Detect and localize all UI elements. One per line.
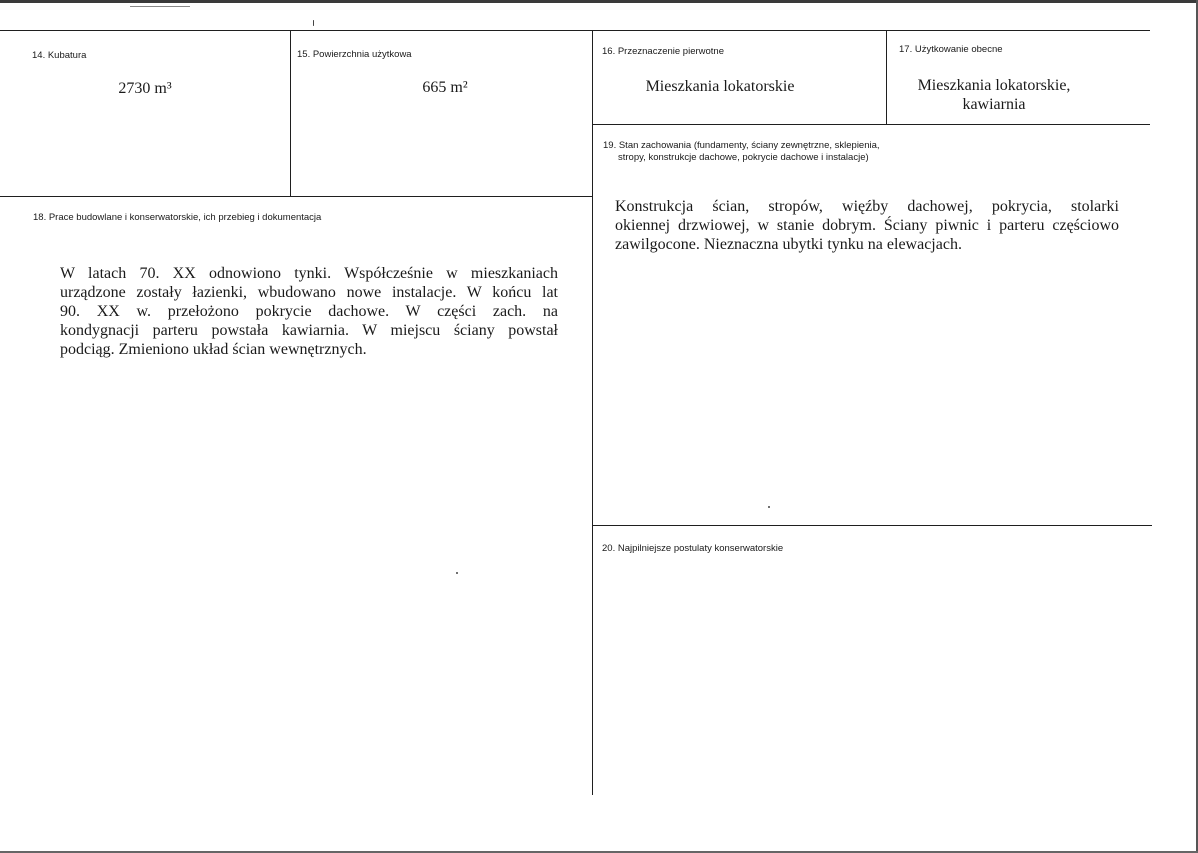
scan-speck xyxy=(456,572,458,574)
field-19-value-line: okiennej drzwiowej, w stanie dobrym. Ściany piwnic i parteru częściowo xyxy=(615,217,1119,234)
field-18-label: 18. Prace budowlane i konserwatorskie, ich przebieg i dokumentacja xyxy=(33,212,322,223)
field-17-label: 17. Użytkowanie obecne xyxy=(899,44,1003,55)
scan-speck xyxy=(313,20,314,26)
field-18-value-line: 90. XX w. przełożono pokrycie dachowe. W części zach. na xyxy=(60,303,558,320)
field-17-value-line2: kawiarnia xyxy=(962,96,1026,113)
field-17-value-line1: Mieszkania lokatorskie, xyxy=(917,77,1071,94)
grid-line-h-right xyxy=(592,124,1150,125)
field-14-label: 14. Kubatura xyxy=(32,50,87,61)
field-14-value: 2730 m³ xyxy=(118,80,172,97)
field-19-label-line2: stropy, konstrukcje dachowe, pokrycie dachowe i instalacje) xyxy=(618,152,869,163)
grid-line-v2 xyxy=(592,30,593,795)
field-19-value-line: Konstrukcja ścian, stropów, więźby dachowej, pokrycia, stolarki xyxy=(615,198,1119,215)
scan-edge-top xyxy=(0,0,1198,3)
field-18-value-line: kondygnacji parteru powstała kawiarnia. W miejscu ściany powstał xyxy=(60,322,558,339)
field-19-value-line: zawilgocone. Nieznaczna ubytki tynku na elewacjach. xyxy=(615,236,962,253)
field-18-value-line: urządzone zostały łazienki, wbudowano nowe instalacje. W końcu lat xyxy=(60,284,558,301)
grid-line-top xyxy=(0,30,1150,31)
field-15-label: 15. Powierzchnia użytkowa xyxy=(297,49,412,60)
scan-mark xyxy=(130,6,190,7)
grid-line-h-left xyxy=(0,196,592,197)
field-20-label: 20. Najpilniejsze postulaty konserwatorskie xyxy=(602,543,784,554)
field-16-value: Mieszkania lokatorskie xyxy=(645,78,795,95)
scan-speck xyxy=(768,506,770,508)
field-19-label-line1: 19. Stan zachowania (fundamenty, ściany zewnętrzne, sklepienia, xyxy=(603,140,880,151)
field-16-label: 16. Przeznaczenie pierwotne xyxy=(602,46,724,57)
grid-line-h-lower-right xyxy=(592,525,1152,526)
grid-line-v1 xyxy=(290,30,291,197)
field-18-value-line: podciąg. Zmieniono układ ścian wewnętrznych. xyxy=(60,341,367,358)
field-18-value-line: W latach 70. XX odnowiono tynki. Współcześnie w mieszkaniach xyxy=(60,265,558,282)
field-15-value: 665 m² xyxy=(422,79,468,96)
